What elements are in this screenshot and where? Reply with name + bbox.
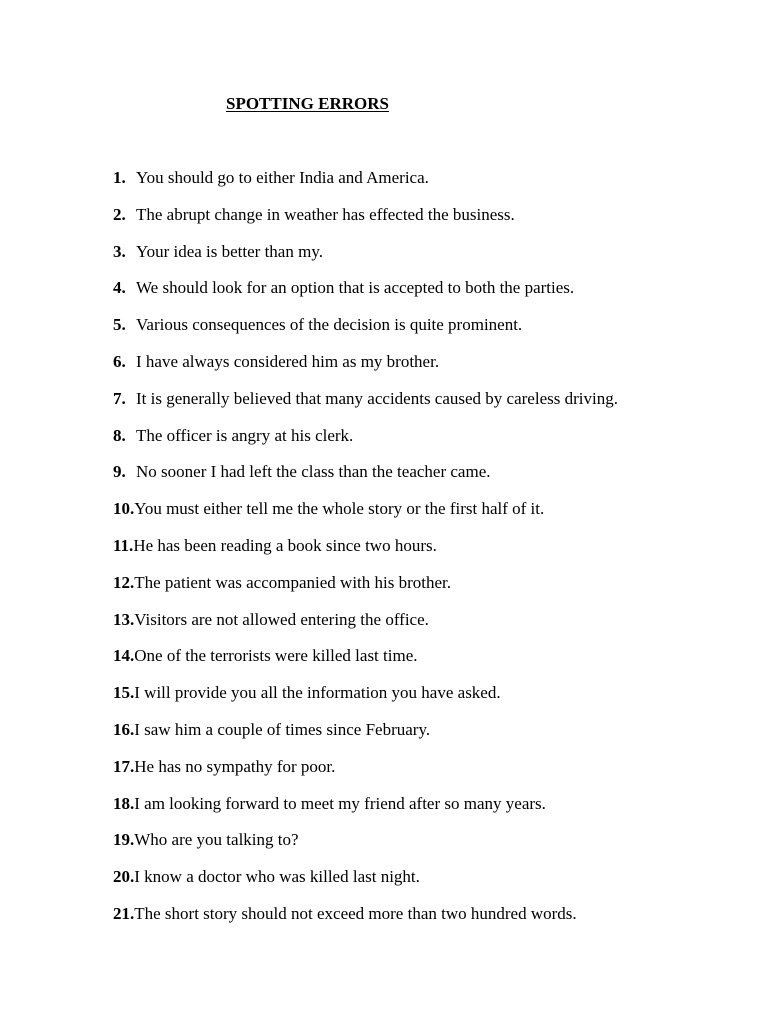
item-text: The short story should not exceed more than two hundred words. [134, 903, 577, 923]
list-item [113, 755, 618, 792]
list-item [113, 608, 618, 645]
list-item [113, 350, 618, 387]
item-number: 13. [113, 609, 135, 629]
item-text: He has been reading a book since two hours. [133, 535, 437, 555]
list-item [113, 902, 618, 939]
item-text: No sooner I had left the class than the teacher came. [136, 462, 491, 482]
item-number: 11. [113, 535, 134, 555]
item-number: 18. [113, 793, 135, 813]
error-list [113, 166, 618, 939]
item-number: 5. [113, 315, 126, 335]
item-number: 7. [113, 388, 126, 408]
item-text: I will provide you all the information you have asked. [134, 683, 501, 703]
list-item [113, 792, 618, 829]
item-text: Various consequences of the decision is quite prominent. [136, 315, 523, 335]
item-number: 12. [113, 572, 135, 592]
item-text: He has no sympathy for poor. [134, 756, 336, 776]
list-item [113, 387, 618, 424]
item-text: I saw him a couple of times since February. [134, 719, 431, 739]
list-item [113, 865, 618, 902]
list-item [113, 460, 618, 497]
list-item [113, 424, 618, 461]
item-text: One of the terrorists were killed last time. [134, 646, 418, 666]
item-text: I have always considered him as my brother. [136, 351, 440, 371]
item-number: 10. [113, 499, 135, 519]
item-text: The patient was accompanied with his brother. [134, 572, 452, 592]
list-item [113, 203, 618, 240]
item-text: I know a doctor who was killed last night. [134, 867, 420, 887]
item-text: Who are you talking to? [134, 830, 299, 850]
list-item [113, 681, 618, 718]
item-text: The officer is angry at his clerk. [136, 425, 354, 445]
item-text: Visitors are not allowed entering the office. [134, 609, 429, 629]
item-text: We should look for an option that is accepted to both the parties. [136, 278, 575, 298]
list-item [113, 644, 618, 681]
list-item [113, 276, 618, 313]
item-number: 3. [113, 241, 126, 261]
item-text: You must either tell me the whole story or the first half of it. [134, 499, 545, 519]
item-number: 8. [113, 425, 126, 445]
item-number: 21. [113, 903, 135, 923]
item-text: You should go to either India and America. [136, 168, 429, 187]
list-item [113, 313, 618, 350]
item-number: 16. [113, 719, 135, 739]
item-number: 17. [113, 756, 135, 776]
item-text: I am looking forward to meet my friend after so many years. [134, 793, 546, 813]
item-text: The abrupt change in weather has effected the business. [136, 204, 515, 224]
item-number: 1. [113, 168, 126, 187]
list-item [113, 497, 618, 534]
list-item [113, 240, 618, 277]
list-item [113, 718, 618, 755]
list-item [113, 534, 618, 571]
list-item [113, 166, 618, 203]
list-item [113, 828, 618, 865]
item-number: 20. [113, 867, 135, 887]
item-text: Your idea is better than my. [136, 241, 323, 261]
item-number: 4. [113, 278, 126, 298]
item-number: 19. [113, 830, 135, 850]
page-title: SPOTTING ERRORS [226, 94, 389, 113]
item-number: 9. [113, 462, 126, 482]
item-number: 14. [113, 646, 135, 666]
item-text: It is generally believed that many accidents caused by careless driving. [136, 388, 618, 408]
item-number: 15. [113, 683, 135, 703]
item-number: 6. [113, 351, 126, 371]
item-number: 2. [113, 204, 126, 224]
list-item [113, 571, 618, 608]
